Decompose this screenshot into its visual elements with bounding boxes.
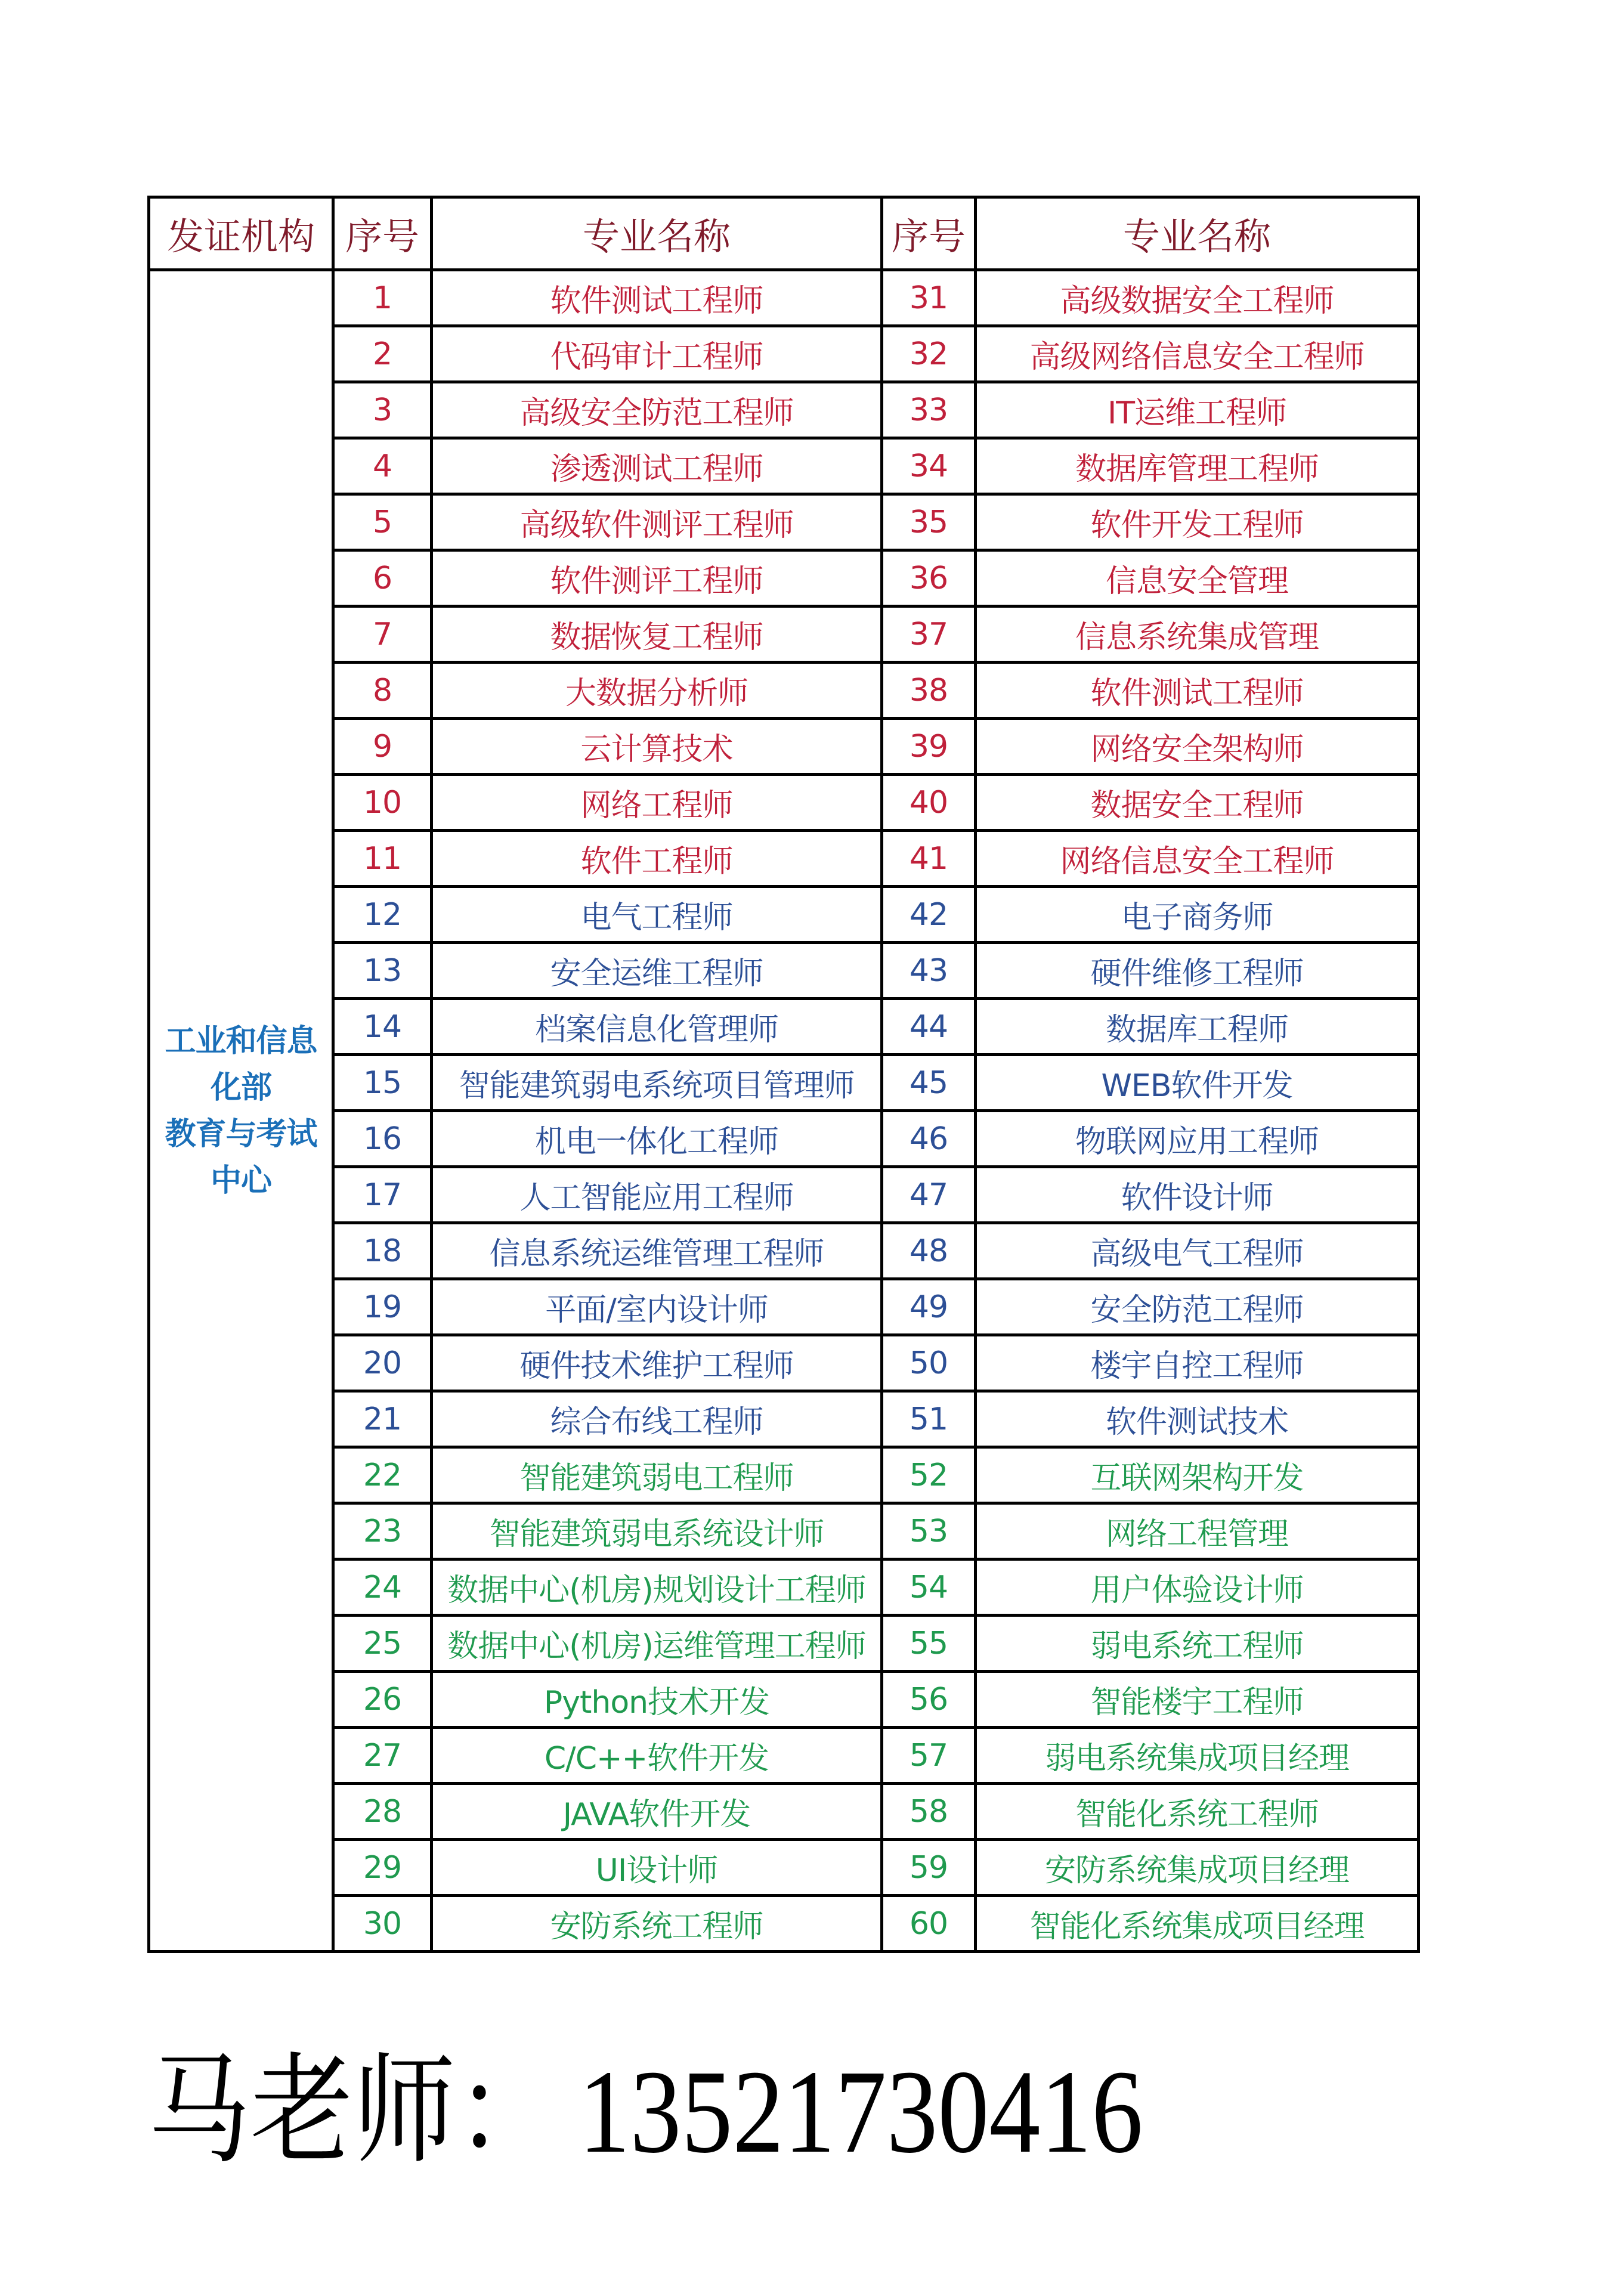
table-row [149, 887, 1419, 943]
major-name-left: 智能建筑弱电系统设计师 [432, 1503, 882, 1559]
major-name-left: 档案信息化管理师 [432, 999, 882, 1055]
table-row [149, 663, 1419, 719]
row-number-right: 58 [882, 1784, 976, 1840]
major-name-right: 互联网架构开发 [976, 1447, 1419, 1503]
major-name-left: 硬件技术维护工程师 [432, 1335, 882, 1391]
table-row [149, 1896, 1419, 1952]
row-number-right: 59 [882, 1840, 976, 1896]
major-name-left: 高级安全防范工程师 [432, 382, 882, 438]
major-name-right: 数据安全工程师 [976, 775, 1419, 831]
major-name-right: 软件设计师 [976, 1167, 1419, 1223]
table-header-row [149, 197, 1419, 270]
issuing-organization-line: 中心 [210, 1162, 271, 1199]
major-name-right: 信息系统集成管理 [976, 607, 1419, 663]
row-number-left: 12 [333, 887, 432, 943]
row-number-right: 37 [882, 607, 976, 663]
major-name-left: 数据中心(机房)规划设计工程师 [432, 1559, 882, 1616]
major-name-left: 软件测试工程师 [432, 270, 882, 326]
table-row [149, 494, 1419, 550]
major-name-right: 智能化系统集成项目经理 [976, 1896, 1419, 1952]
row-number-right: 42 [882, 887, 976, 943]
major-name-right: 安全防范工程师 [976, 1279, 1419, 1335]
major-name-right: 信息安全管理 [976, 550, 1419, 607]
major-name-left: 渗透测试工程师 [432, 438, 882, 494]
table-row [149, 1503, 1419, 1559]
row-number-right: 46 [882, 1111, 976, 1167]
row-number-right: 40 [882, 775, 976, 831]
table-row [149, 775, 1419, 831]
row-number-left: 28 [333, 1784, 432, 1840]
row-number-right: 55 [882, 1616, 976, 1672]
row-number-right: 36 [882, 550, 976, 607]
row-number-right: 41 [882, 831, 976, 887]
row-number-left: 13 [333, 943, 432, 999]
major-name-right: 高级电气工程师 [976, 1223, 1419, 1279]
row-number-left: 26 [333, 1672, 432, 1728]
major-name-left: UI设计师 [432, 1840, 882, 1896]
major-name-left: 网络工程师 [432, 775, 882, 831]
major-name-left: 软件测评工程师 [432, 550, 882, 607]
row-number-right: 39 [882, 719, 976, 775]
row-number-left: 19 [333, 1279, 432, 1335]
major-name-left: JAVA软件开发 [432, 1784, 882, 1840]
row-number-right: 38 [882, 663, 976, 719]
certificate-majors-table [147, 196, 1420, 1953]
table-row [149, 943, 1419, 999]
row-number-right: 33 [882, 382, 976, 438]
major-name-left: 软件工程师 [432, 831, 882, 887]
major-name-right: IT运维工程师 [976, 382, 1419, 438]
table-row [149, 1616, 1419, 1672]
table-row [149, 1559, 1419, 1616]
row-number-left: 2 [333, 326, 432, 382]
table-row [149, 550, 1419, 607]
table-row [149, 1279, 1419, 1335]
table-row [149, 831, 1419, 887]
major-name-right: 网络信息安全工程师 [976, 831, 1419, 887]
major-name-left: 安防系统工程师 [432, 1896, 882, 1952]
certificate-table-container [147, 196, 1420, 1953]
row-number-left: 3 [333, 382, 432, 438]
table-row [149, 270, 1419, 326]
major-name-right: 弱电系统集成项目经理 [976, 1728, 1419, 1784]
major-name-left: C/C++软件开发 [432, 1728, 882, 1784]
major-name-right: 软件测试技术 [976, 1391, 1419, 1447]
table-row [149, 1840, 1419, 1896]
major-name-right: 数据库管理工程师 [976, 438, 1419, 494]
table-row [149, 1055, 1419, 1111]
major-name-left: 安全运维工程师 [432, 943, 882, 999]
row-number-left: 8 [333, 663, 432, 719]
row-number-right: 53 [882, 1503, 976, 1559]
major-name-right: 弱电系统工程师 [976, 1616, 1419, 1672]
table-row [149, 1223, 1419, 1279]
table-row [149, 607, 1419, 663]
major-name-right: 数据库工程师 [976, 999, 1419, 1055]
major-name-right: 网络安全架构师 [976, 719, 1419, 775]
major-name-right: WEB软件开发 [976, 1055, 1419, 1111]
table-row [149, 1447, 1419, 1503]
row-number-left: 22 [333, 1447, 432, 1503]
major-name-right: 硬件维修工程师 [976, 943, 1419, 999]
table-row [149, 1111, 1419, 1167]
table-row [149, 1167, 1419, 1223]
table-row [149, 1672, 1419, 1728]
row-number-left: 11 [333, 831, 432, 887]
row-number-left: 9 [333, 719, 432, 775]
row-number-left: 5 [333, 494, 432, 550]
row-number-right: 35 [882, 494, 976, 550]
row-number-left: 25 [333, 1616, 432, 1672]
row-number-left: 1 [333, 270, 432, 326]
row-number-left: 7 [333, 607, 432, 663]
major-name-left: 综合布线工程师 [432, 1391, 882, 1447]
major-name-left: 智能建筑弱电工程师 [432, 1447, 882, 1503]
row-number-left: 27 [333, 1728, 432, 1784]
row-number-left: 10 [333, 775, 432, 831]
row-number-right: 32 [882, 326, 976, 382]
major-name-right: 安防系统集成项目经理 [976, 1840, 1419, 1896]
row-number-left: 20 [333, 1335, 432, 1391]
table-row [149, 1728, 1419, 1784]
table-row [149, 719, 1419, 775]
row-number-left: 16 [333, 1111, 432, 1167]
row-number-left: 21 [333, 1391, 432, 1447]
major-name-right: 智能化系统工程师 [976, 1784, 1419, 1840]
row-number-right: 31 [882, 270, 976, 326]
header-number-right: 序号 [882, 197, 976, 270]
major-name-left: 云计算技术 [432, 719, 882, 775]
row-number-left: 29 [333, 1840, 432, 1896]
major-name-left: Python技术开发 [432, 1672, 882, 1728]
table-row [149, 999, 1419, 1055]
row-number-right: 60 [882, 1896, 976, 1952]
row-number-right: 49 [882, 1279, 976, 1335]
table-row [149, 1391, 1419, 1447]
header-major-left: 专业名称 [432, 197, 882, 270]
row-number-right: 54 [882, 1559, 976, 1616]
issuing-organization-line: 化部 [210, 1069, 271, 1106]
row-number-right: 43 [882, 943, 976, 999]
major-name-right: 网络工程管理 [976, 1503, 1419, 1559]
row-number-right: 47 [882, 1167, 976, 1223]
table-row [149, 1784, 1419, 1840]
row-number-left: 23 [333, 1503, 432, 1559]
contact-phone-number: 13521730416 [579, 2046, 1143, 2178]
row-number-right: 44 [882, 999, 976, 1055]
major-name-right: 高级数据安全工程师 [976, 270, 1419, 326]
major-name-left: 代码审计工程师 [432, 326, 882, 382]
row-number-left: 18 [333, 1223, 432, 1279]
major-name-right: 楼宇自控工程师 [976, 1335, 1419, 1391]
major-name-left: 机电一体化工程师 [432, 1111, 882, 1167]
contact-footer [148, 2041, 1143, 2180]
row-number-left: 14 [333, 999, 432, 1055]
row-number-right: 48 [882, 1223, 976, 1279]
issuing-organization-line: 教育与考试 [165, 1116, 317, 1152]
major-name-left: 数据中心(机房)运维管理工程师 [432, 1616, 882, 1672]
row-number-right: 57 [882, 1728, 976, 1784]
major-name-right: 电子商务师 [976, 887, 1419, 943]
header-major-right: 专业名称 [976, 197, 1419, 270]
major-name-right: 用户体验设计师 [976, 1559, 1419, 1616]
major-name-left: 智能建筑弱电系统项目管理师 [432, 1055, 882, 1111]
row-number-left: 30 [333, 1896, 432, 1952]
issuing-organization-cell [149, 270, 333, 1952]
row-number-left: 6 [333, 550, 432, 607]
contact-name-label: 马老师： [148, 2041, 559, 2180]
major-name-left: 大数据分析师 [432, 663, 882, 719]
table-row [149, 1335, 1419, 1391]
header-number-left: 序号 [333, 197, 432, 270]
major-name-right: 智能楼宇工程师 [976, 1672, 1419, 1728]
table-row [149, 382, 1419, 438]
row-number-left: 15 [333, 1055, 432, 1111]
row-number-left: 24 [333, 1559, 432, 1616]
row-number-right: 45 [882, 1055, 976, 1111]
major-name-right: 物联网应用工程师 [976, 1111, 1419, 1167]
major-name-left: 高级软件测评工程师 [432, 494, 882, 550]
header-issuing-org: 发证机构 [149, 197, 333, 270]
row-number-left: 4 [333, 438, 432, 494]
major-name-left: 平面/室内设计师 [432, 1279, 882, 1335]
major-name-left: 信息系统运维管理工程师 [432, 1223, 882, 1279]
row-number-right: 34 [882, 438, 976, 494]
major-name-left: 电气工程师 [432, 887, 882, 943]
major-name-right: 软件测试工程师 [976, 663, 1419, 719]
row-number-left: 17 [333, 1167, 432, 1223]
major-name-right: 软件开发工程师 [976, 494, 1419, 550]
table-row [149, 438, 1419, 494]
row-number-right: 51 [882, 1391, 976, 1447]
row-number-right: 52 [882, 1447, 976, 1503]
major-name-right: 高级网络信息安全工程师 [976, 326, 1419, 382]
row-number-right: 56 [882, 1672, 976, 1728]
row-number-right: 50 [882, 1335, 976, 1391]
major-name-left: 数据恢复工程师 [432, 607, 882, 663]
issuing-organization-line: 工业和信息 [165, 1023, 317, 1059]
major-name-left: 人工智能应用工程师 [432, 1167, 882, 1223]
table-row [149, 326, 1419, 382]
